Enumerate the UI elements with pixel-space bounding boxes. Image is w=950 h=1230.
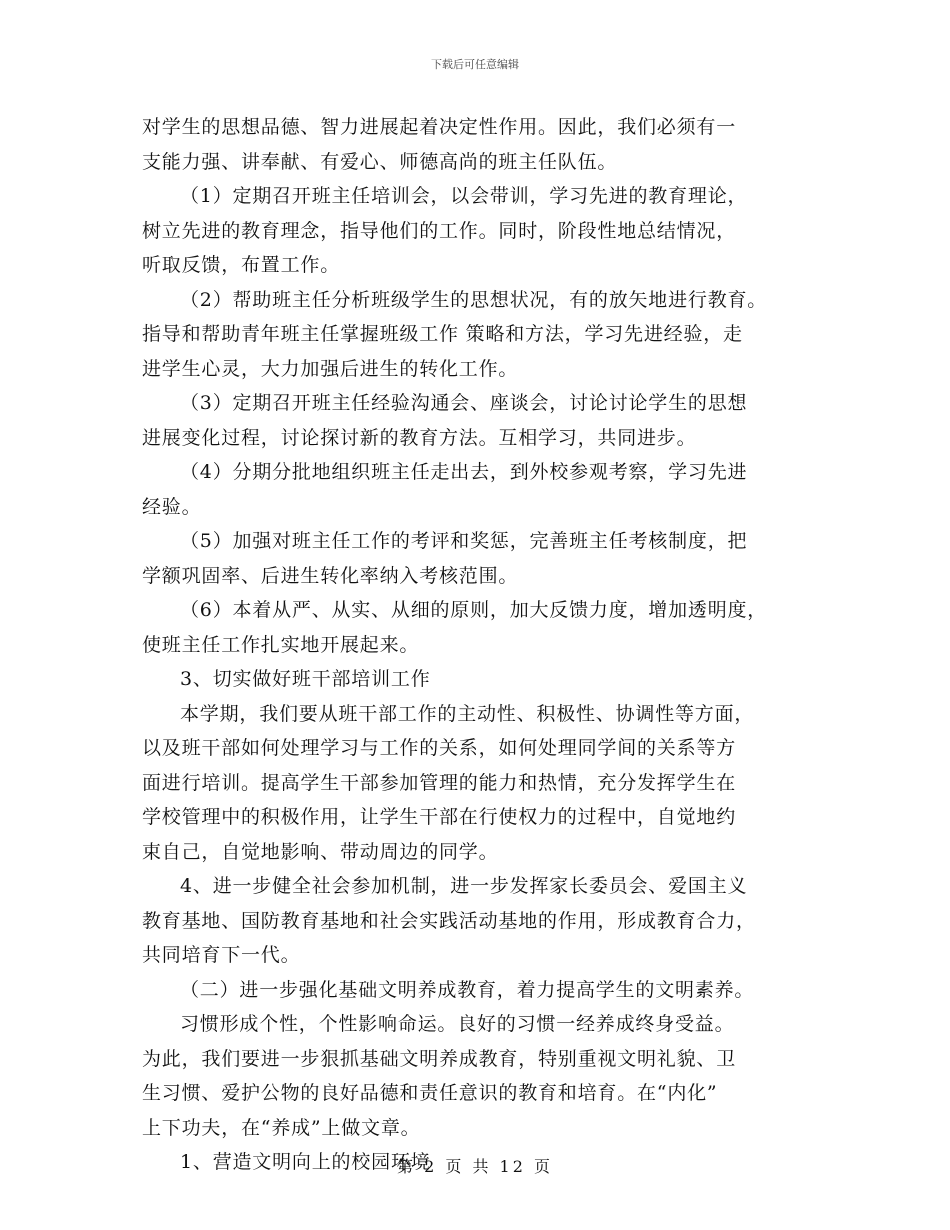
text-line: 生习惯、爱护公物的良好品德和责任意识的教育和培育。在“内化” — [142, 1082, 718, 1104]
text-line: （3）定期召开班主任经验沟通会、座谈会，讨论讨论学生的思想 — [180, 392, 748, 414]
text-line: 学校管理中的积极作用，让学生干部在行使权力的过程中，自觉地约 — [142, 806, 737, 828]
page-footer: 第 2 页 共 12 页 — [397, 1157, 553, 1176]
text-line: （5）加强对班主任工作的考评和奖惩，完善班主任考核制度，把 — [180, 530, 748, 552]
text-line: （二）进一步强化基础文明养成教育，着力提高学生的文明素养。 — [180, 978, 755, 1001]
text-line: 共同培育下一代。 — [142, 944, 301, 966]
text-line: 3、切实做好班干部培训工作 — [180, 668, 431, 690]
text-line: 1、营造文明向上的校园环境 — [180, 1151, 431, 1173]
text-line: 指导和帮助青年班主任掌握班级工作 策略和方法，学习先进经验，走 — [142, 323, 743, 345]
text-line: 对学生的思想品德、智力进展起着决定性作用。因此，我们必须有一 — [142, 116, 737, 138]
text-line: （2）帮助班主任分析班级学生的思想状况，有的放矢地进行教育。 — [180, 288, 768, 311]
text-line: 面进行培训。提高学生干部参加管理的能力和热情，充分发挥学生在 — [142, 771, 737, 794]
text-line: 进学生心灵，大力加强后进生的转化工作。 — [142, 357, 519, 380]
text-line: 为此，我们要进一步狠抓基础文明养成教育，特别重视文明礼貌、卫 — [142, 1047, 737, 1070]
text-line: 束自己，自觉地影响、带动周边的同学。 — [142, 840, 499, 863]
text-line: 听取反馈，布置工作。 — [142, 254, 341, 276]
text-line: 本学期，我们要从班干部工作的主动性、积极性、协调性等方面， — [180, 702, 755, 725]
text-line: （6）本着从严、从实、从细的原则，加大反馈力度，增加透明度， — [180, 599, 768, 621]
text-line: 使班主任工作扎实地开展起来。 — [142, 633, 420, 656]
text-line: 树立先进的教育理念，指导他们的工作。同时，阶段性地总结情况， — [142, 219, 737, 242]
text-line: （4）分期分批地组织班主任走出去，到外校参观考察，学习先进 — [180, 461, 748, 483]
text-line: 进展变化过程，讨论探讨新的教育方法。互相学习，共同进步。 — [142, 426, 697, 449]
text-line: （1）定期召开班主任培训会，以会带训，学习先进的教育理论， — [180, 185, 748, 207]
document-body — [142, 110, 822, 1180]
text-line: 教育基地、国防教育基地和社会实践活动基地的作用，形成教育合力， — [142, 909, 756, 932]
text-line: 4、进一步健全社会参加机制，进一步发挥家长委员会、爱国主义 — [180, 875, 748, 897]
page-header: 下载后可任意编辑 — [431, 58, 519, 71]
text-line: 习惯形成个性，个性影响命运。良好的习惯一经养成终身受益。 — [180, 1013, 735, 1035]
text-line: 上下功夫，在“养成”上做文章。 — [142, 1116, 421, 1139]
text-line: 学额巩固率、后进生转化率纳入考核范围。 — [142, 564, 519, 587]
text-line: 支能力强、讲奉献、有爱心、师德高尚的班主任队伍。 — [142, 150, 618, 173]
text-line: 以及班干部如何处理学习与工作的关系，如何处理同学间的关系等方 — [142, 737, 737, 759]
text-line: 经验。 — [142, 495, 202, 518]
